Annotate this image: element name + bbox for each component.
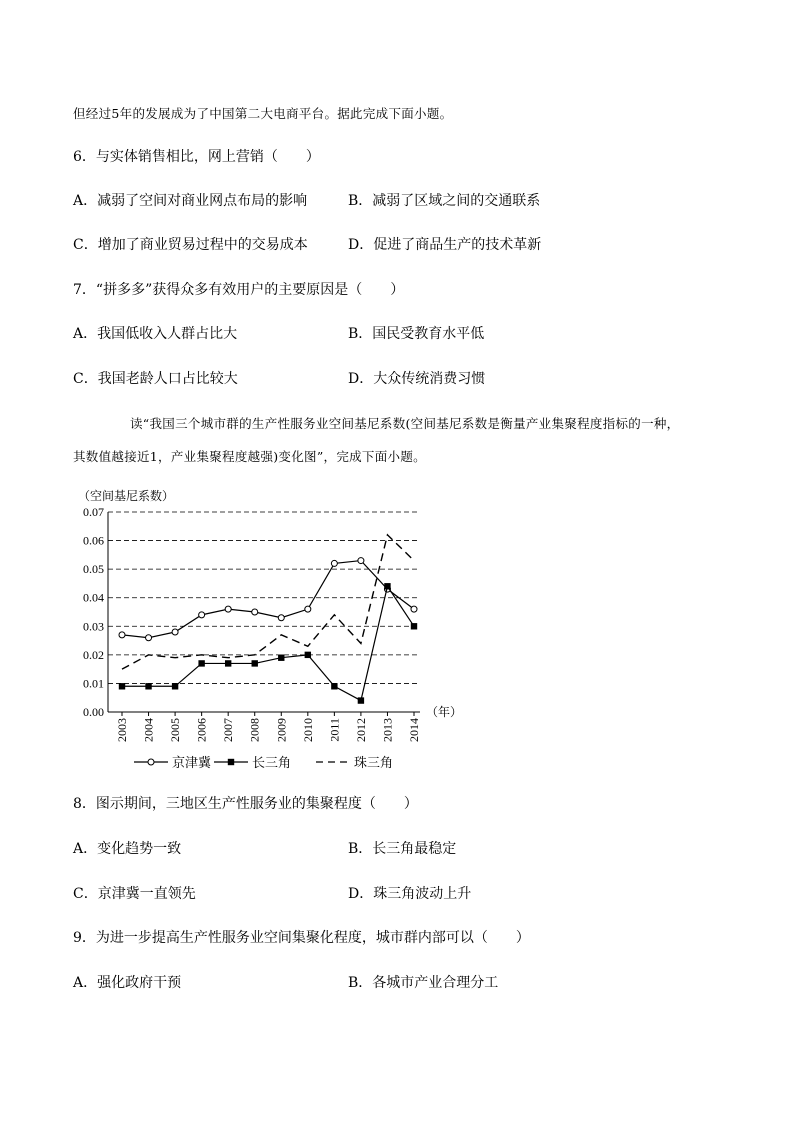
data-point: [146, 635, 152, 641]
data-point: [305, 606, 311, 612]
question-9-stem: 9．为进一步提高生产性服务业空间集聚化程度，城市群内部可以（ ）: [73, 930, 530, 946]
legend-marker: [228, 759, 234, 765]
legend-marker: [148, 759, 154, 765]
data-point: [225, 660, 231, 666]
question-9-option-b: B．各城市产业合理分工: [348, 975, 499, 991]
y-tick-label: 0.02: [83, 647, 104, 662]
legend-label-2: 长三角: [252, 756, 292, 771]
question-7-option-a: A．我国低收入人群占比大: [73, 326, 238, 342]
passage-line-1: 读“我国三个城市群的生产性服务业空间基尼系数(空间基尼系数是衡量产业集聚程度指标的一种，: [130, 416, 680, 431]
chart-legend: [134, 755, 393, 771]
data-point: [252, 660, 258, 666]
question-6-option-c: C．增加了商业贸易过程中的交易成本: [73, 237, 308, 253]
data-point: [411, 606, 417, 612]
data-point: [384, 583, 390, 589]
y-tick-label: 0.01: [83, 676, 104, 691]
data-point: [278, 615, 284, 621]
x-tick-label: 2012: [353, 718, 368, 742]
x-tick-label: 2011: [327, 718, 342, 742]
question-7-option-d: D．大众传统消费习惯: [348, 371, 486, 387]
x-tick-label: 2014: [407, 718, 421, 742]
question-9-option-a: A．强化政府干预: [73, 975, 182, 991]
question-6-option-a: A．减弱了空间对商业网点布局的影响: [73, 193, 308, 209]
x-tick-label: 2006: [194, 718, 209, 742]
x-tick-label: 2005: [168, 718, 183, 742]
data-point: [172, 629, 178, 635]
x-tick-label: 2008: [247, 718, 262, 742]
data-point: [252, 609, 258, 615]
data-point: [331, 560, 337, 566]
question-8-option-d: D．珠三角波动上升: [348, 886, 472, 902]
data-point: [172, 683, 178, 689]
y-tick-label: 0.05: [83, 562, 104, 577]
question-7-stem: 7．“拼多多”获得众多有效用户的主要原因是（ ）: [73, 282, 405, 298]
y-tick-label: 0.03: [83, 619, 104, 634]
chart-ylabel: （空间基尼系数）: [78, 489, 175, 503]
gini-line-chart: [64, 480, 484, 780]
question-7-option-c: C．我国老龄人口占比较大: [73, 371, 238, 387]
question-8-stem: 8．图示期间，三地区生产性服务业的集聚程度（ ）: [73, 796, 418, 812]
legend-label-1: 京津冀: [172, 756, 212, 771]
x-tick-label: 2004: [141, 718, 156, 742]
y-tick-label: 0.00: [83, 705, 104, 719]
x-tick-label: 2007: [221, 718, 236, 742]
question-6-stem: 6．与实体销售相比，网上营销（ ）: [73, 149, 320, 165]
question-7-option-b: B．国民受教育水平低: [348, 326, 485, 342]
question-8-option-c: C．京津冀一直领先: [73, 886, 196, 902]
x-tick-label: 2003: [115, 718, 129, 742]
data-point: [225, 606, 231, 612]
data-point: [411, 623, 417, 629]
data-point: [119, 683, 125, 689]
y-tick-label: 0.07: [83, 505, 104, 519]
data-point: [199, 612, 205, 618]
data-point: [358, 558, 364, 564]
question-6-option-b: B．减弱了区域之间的交通联系: [348, 193, 541, 209]
x-tick-label: 2009: [274, 718, 289, 742]
y-tick-label: 0.04: [83, 590, 104, 605]
data-point: [145, 683, 151, 689]
data-point: [119, 632, 125, 638]
x-axis: [108, 704, 462, 742]
intro-tail-text: 但经过5年的发展成为了中国第二大电商平台。据此完成下面小题。: [73, 106, 453, 121]
x-tick-label: 2010: [300, 718, 315, 742]
data-point: [198, 660, 204, 666]
legend-label-3: 珠三角: [354, 756, 394, 771]
series-line-3: [122, 535, 414, 669]
question-8-option-b: B．长三角最稳定: [348, 841, 457, 857]
question-8-option-a: A．变化趋势一致: [73, 841, 182, 857]
data-point: [331, 683, 337, 689]
y-tick-label: 0.06: [83, 533, 104, 548]
chart-series: [119, 535, 417, 704]
x-axis-label: （年）: [426, 705, 463, 719]
x-tick-label: 2013: [380, 718, 395, 742]
data-point: [358, 697, 364, 703]
data-point: [305, 652, 311, 658]
data-point: [278, 655, 284, 661]
question-6-option-d: D．促进了商品生产的技术革新: [348, 237, 542, 253]
passage-line-2: 其数值越接近1，产业集聚程度越强)变化图”，完成下面小题。: [73, 449, 426, 464]
